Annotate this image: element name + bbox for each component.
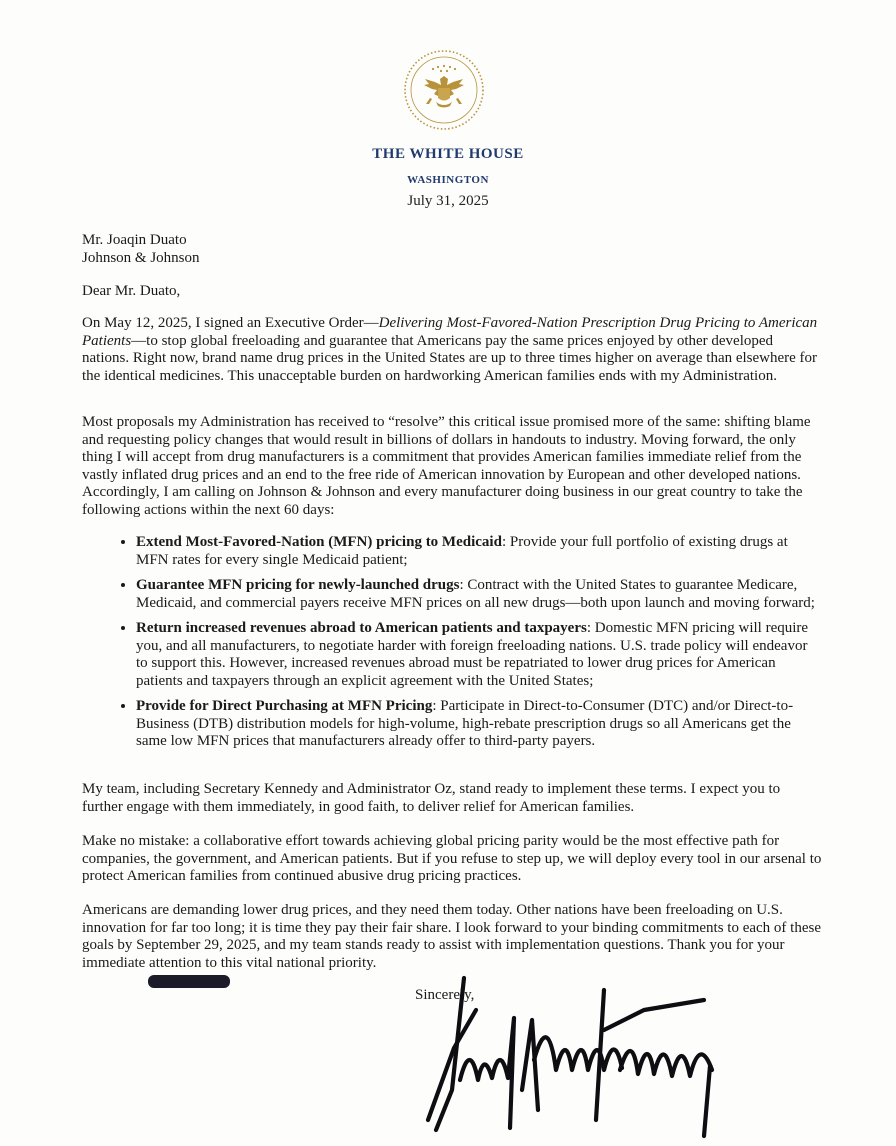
signature-icon	[424, 970, 754, 1140]
action-heading: Guarantee MFN pricing for newly-launched drugs	[136, 577, 460, 593]
letter-date: July 31, 2025	[407, 193, 489, 209]
list-item	[136, 533, 822, 569]
letterhead-title: THE WHITE HOUSE	[372, 146, 524, 162]
presidential-seal-icon	[402, 48, 486, 132]
action-heading: Extend Most-Favored-Nation (MFN) pricing to Medicaid	[136, 534, 502, 550]
paragraph-proposals: Most proposals my Administration has received to “resolve” this critical issue promised more of the same: shifting blame and requesting policy changes that would result in billions of dollars in handouts to industry. Moving forward, the only thing I will accept from drug manufacturers is a commitment that provides American families immediate relief from the vastly inflated drug prices and an end to the free ride of American innovation by European and other developed nations. Accordingly, I am calling on Johnson & Johnson and every manufacturer doing business in our great country to take the following actions within the next 60 days:	[82, 414, 811, 518]
action-body: : Domestic MFN pricing will require you, and all manufacturers, to negotiate harder with foreign freeloading nations. U.S. trade policy will endeavor to support this. However, increased revenues abroad must be repatriated to lower drug prices for American patients and taxpayers through an explicit agreement with the United States;	[136, 620, 809, 689]
list-item	[136, 619, 822, 690]
closing: Sincerely,	[415, 987, 475, 1003]
paragraph-warning: Make no mistake: a collaborative effort towards achieving global pricing parity would be the most effective path for companies, the government, and American patients. But if you refuse to step up, we will deploy every tool in our arsenal to protect American families from continued abusive drug pricing practices.	[82, 833, 822, 884]
paragraph-executive-order	[82, 315, 822, 385]
recipient-name: Mr. Joaqin Duato	[82, 232, 187, 248]
executive-order-title: Delivering Most-Favored-Nation Prescription Drug Pricing to American Patients	[82, 315, 818, 349]
action-body: : Contract with the United States to guarantee Medicare, Medicaid, and commercial payers receive MFN prices on all new drugs—both upon launch and moving forward;	[136, 577, 815, 611]
salutation: Dear Mr. Duato,	[82, 283, 181, 299]
recipient-address	[82, 232, 822, 267]
recipient-company: Johnson & Johnson	[82, 249, 200, 266]
action-body: : Participate in Direct-to-Consumer (DTC) and/or Direct-to-Business (DTB) distribution models for high-volume, high-rebate prescription drugs so all Americans get the same low MFN prices that manufacturers already offer to third-party payers.	[136, 698, 794, 749]
action-list	[82, 533, 822, 758]
action-body: : Provide your full portfolio of existing drugs at MFN rates for every single Medicaid patient;	[136, 534, 788, 568]
list-item	[136, 576, 822, 612]
redaction-mark	[148, 975, 230, 988]
action-heading: Return increased revenues abroad to American patients and taxpayers	[136, 620, 587, 636]
letterhead-city: WASHINGTON	[407, 174, 489, 186]
paragraph-team: My team, including Secretary Kennedy and Administrator Oz, stand ready to implement these terms. I expect you to further engage with them immediately, in good faith, to deliver relief for American families.	[82, 781, 781, 815]
list-item	[136, 697, 822, 751]
action-heading: Provide for Direct Purchasing at MFN Pricing	[136, 698, 433, 714]
paragraph-rest: —to stop global freeloading and guarantee that Americans pay the same prices enjoyed by other developed nations. Right now, brand name drug prices in the United States are up to three times higher on average than elsewhere for the identical medicines. This unacceptable burden on hardworking American families ends with my Administration.	[82, 332, 818, 384]
paragraph-lead: On May 12, 2025, I signed an Executive Order—	[82, 315, 379, 331]
paragraph-demand: Americans are demanding lower drug prices, and they need them today. Other nations have been freeloading on U.S. innovation for far too long; it is time they pay their fair share. I look forward to your binding commitments to each of these goals by September 29, 2025, and my team stands ready to assist with implementation questions. Thank you for your immediate attention to this vital national priority.	[82, 902, 821, 971]
